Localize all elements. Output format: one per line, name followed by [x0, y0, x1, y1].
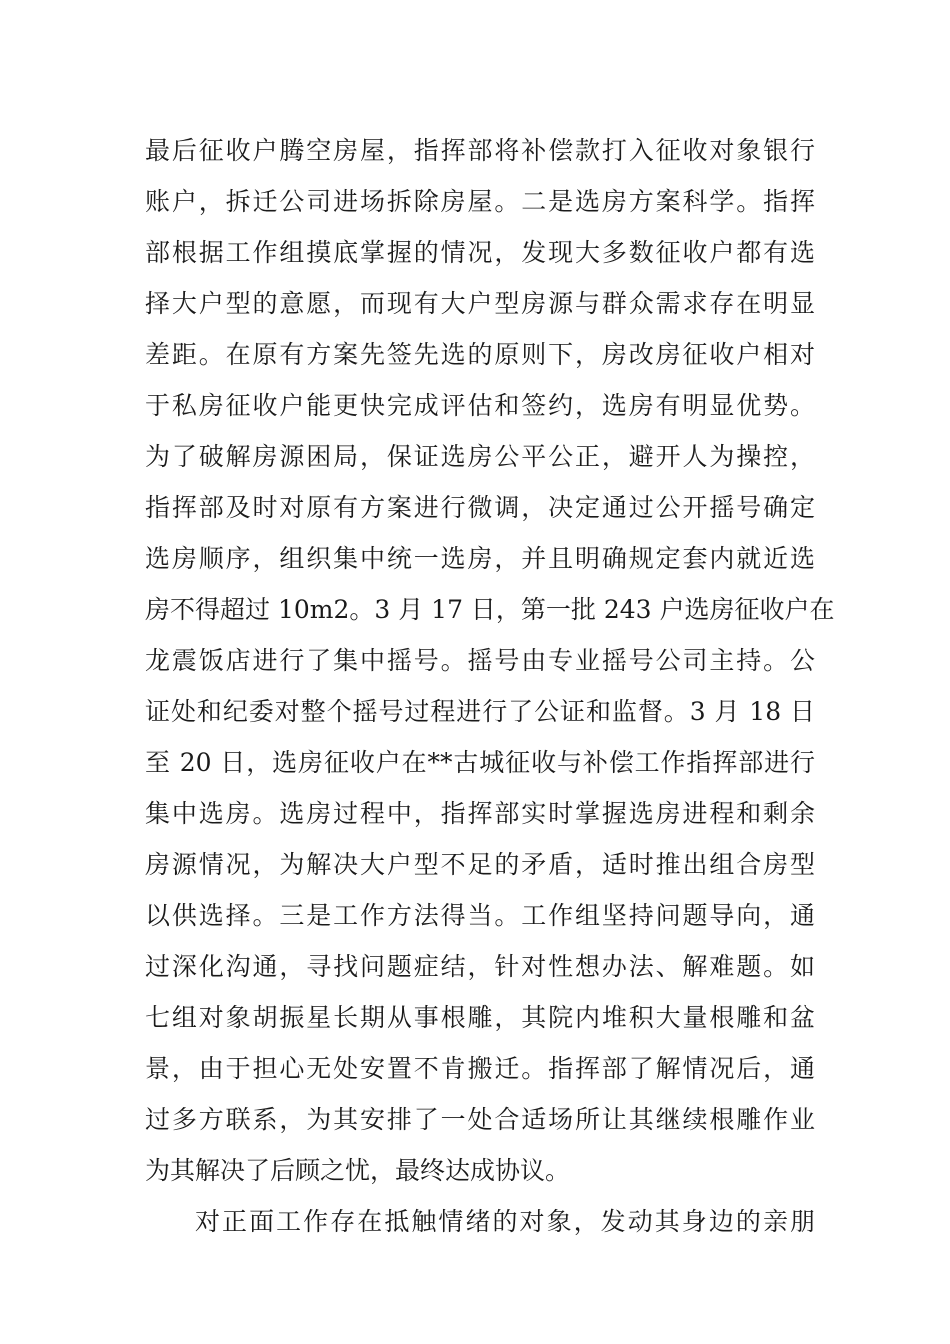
text-line: 择大户型的意愿，而现有大户型房源与群众需求存在明显	[145, 289, 815, 318]
text-line: 为了破解房源困局，保证选房公平公正，避开人为操控，	[145, 442, 815, 471]
text-line: 账户，拆迁公司进场拆除房屋。二是选房方案科学。指挥	[145, 187, 815, 216]
text-line: 集中选房。选房过程中，指挥部实时掌握选房进程和剩余	[145, 799, 815, 828]
text-line: 指挥部及时对原有方案进行微调，决定通过公开摇号确定	[145, 493, 815, 522]
text-line: 七组对象胡振星长期从事根雕，其院内堆积大量根雕和盆	[145, 1003, 815, 1032]
paragraph-first-line: 对正面工作存在抵触情绪的对象，发动其身边的亲朋	[195, 1207, 815, 1236]
text-line: 最后征收户腾空房屋，指挥部将补偿款打入征收对象银行	[145, 136, 815, 165]
text-line: 龙震饭店进行了集中摇号。摇号由专业摇号公司主持。公	[145, 646, 815, 675]
text-line: 至 20 日，选房征收户在**古城征收与补偿工作指挥部进行	[145, 748, 815, 777]
text-line: 房不得超过 10m2。3 月 17 日，第一批 243 户选房征收户在	[145, 595, 835, 624]
text-line: 为其解决了后顾之忧，最终达成协议。	[145, 1156, 571, 1185]
text-line: 房源情况，为解决大户型不足的矛盾，适时推出组合房型	[145, 850, 815, 879]
text-line: 证处和纪委对整个摇号过程进行了公证和监督。3 月 18 日	[145, 697, 815, 726]
text-line: 选房顺序，组织集中统一选房，并且明确规定套内就近选	[145, 544, 815, 573]
text-line: 景，由于担心无处安置不肯搬迁。指挥部了解情况后，通	[145, 1054, 815, 1083]
text-line: 部根据工作组摸底掌握的情况，发现大多数征收户都有选	[145, 238, 815, 267]
text-line: 差距。在原有方案先签先选的原则下，房改房征收户相对	[145, 340, 815, 369]
text-line: 过深化沟通，寻找问题症结，针对性想办法、解难题。如	[145, 952, 815, 981]
text-line: 过多方联系，为其安排了一处合适场所让其继续根雕作业	[145, 1105, 815, 1134]
text-line: 以供选择。三是工作方法得当。工作组坚持问题导向，通	[145, 901, 815, 930]
text-line: 于私房征收户能更快完成评估和签约，选房有明显优势。	[145, 391, 815, 420]
